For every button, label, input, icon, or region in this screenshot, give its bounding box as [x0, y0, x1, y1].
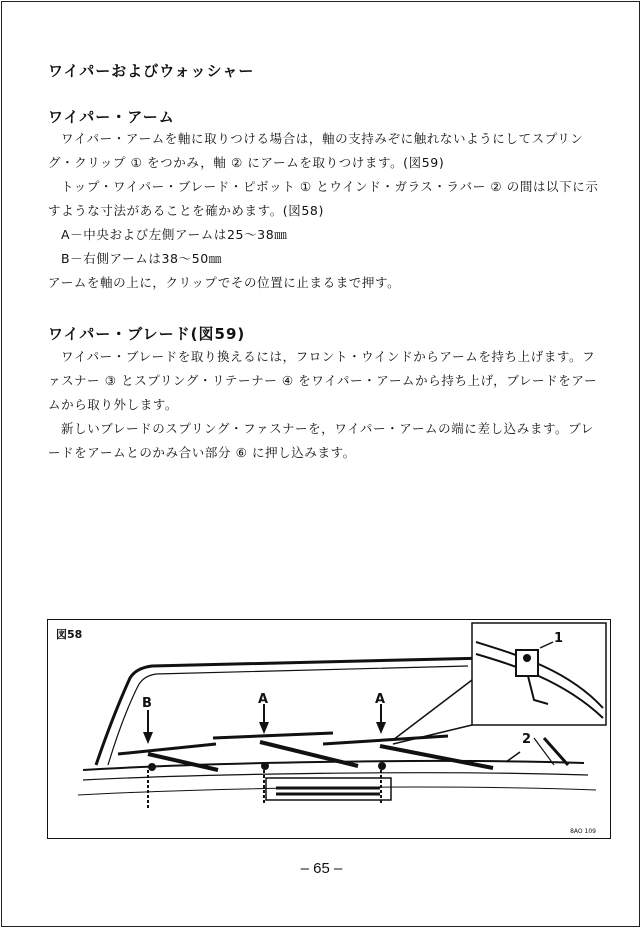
figure-label: 図58 — [56, 628, 83, 641]
paragraph: 新しいブレードのスプリング・ファスナーを，ワイパー・アームの端に差し込みます。ブレードをアームとのかみ合い部分 ⑥ に押し込みます。 — [48, 421, 594, 460]
wiper-arm-text — [48, 127, 604, 295]
callout-a-left: A — [375, 692, 386, 707]
paragraph: ワイパー・ブレードを取り換えるには，フロント・ウインドからアームを持ち上げます。ファスナー ③ とスプリング・リテーナー ④ をワイパー・アームから持ち上げ，ブレードをアームから取り外します。 — [48, 349, 598, 412]
callout-b: B — [142, 696, 152, 711]
page-title: ワイパーおよびウォッシャー — [48, 62, 255, 80]
page-number: – 65 – — [300, 860, 343, 877]
dimension-a: A－中央および左側アームは25～38㎜ — [61, 227, 288, 242]
figure-code: 8AO 109 — [570, 828, 596, 835]
dimension-b: B－右側アームは38～50㎜ — [61, 251, 222, 266]
figure-58 — [47, 619, 611, 839]
paragraph: アームを軸の上に，クリップでその位置に止まるまで押す。 — [48, 275, 401, 290]
paragraph: トップ・ワイパー・ブレード・ピボット ① とウインド・ガラス・ラバー ② の間は以下に示すような寸法があることを確かめます。(図58) — [48, 179, 599, 218]
wiper-illustration — [48, 620, 609, 837]
section-heading-wiper-blade: ワイパー・ブレード(図59) — [48, 325, 246, 343]
callout-2: 2 — [522, 732, 532, 747]
callout-a-center: A — [258, 692, 269, 707]
section-heading-wiper-arm: ワイパー・アーム — [48, 108, 175, 126]
callout-1: 1 — [554, 631, 564, 646]
wiper-blade-text — [48, 345, 604, 465]
paragraph: ワイパー・アームを軸に取りつける場合は，軸の支持みぞに触れないようにしてスプリング・クリップ ① をつかみ，軸 ② にアームを取りつけます。(図59) — [48, 131, 584, 170]
